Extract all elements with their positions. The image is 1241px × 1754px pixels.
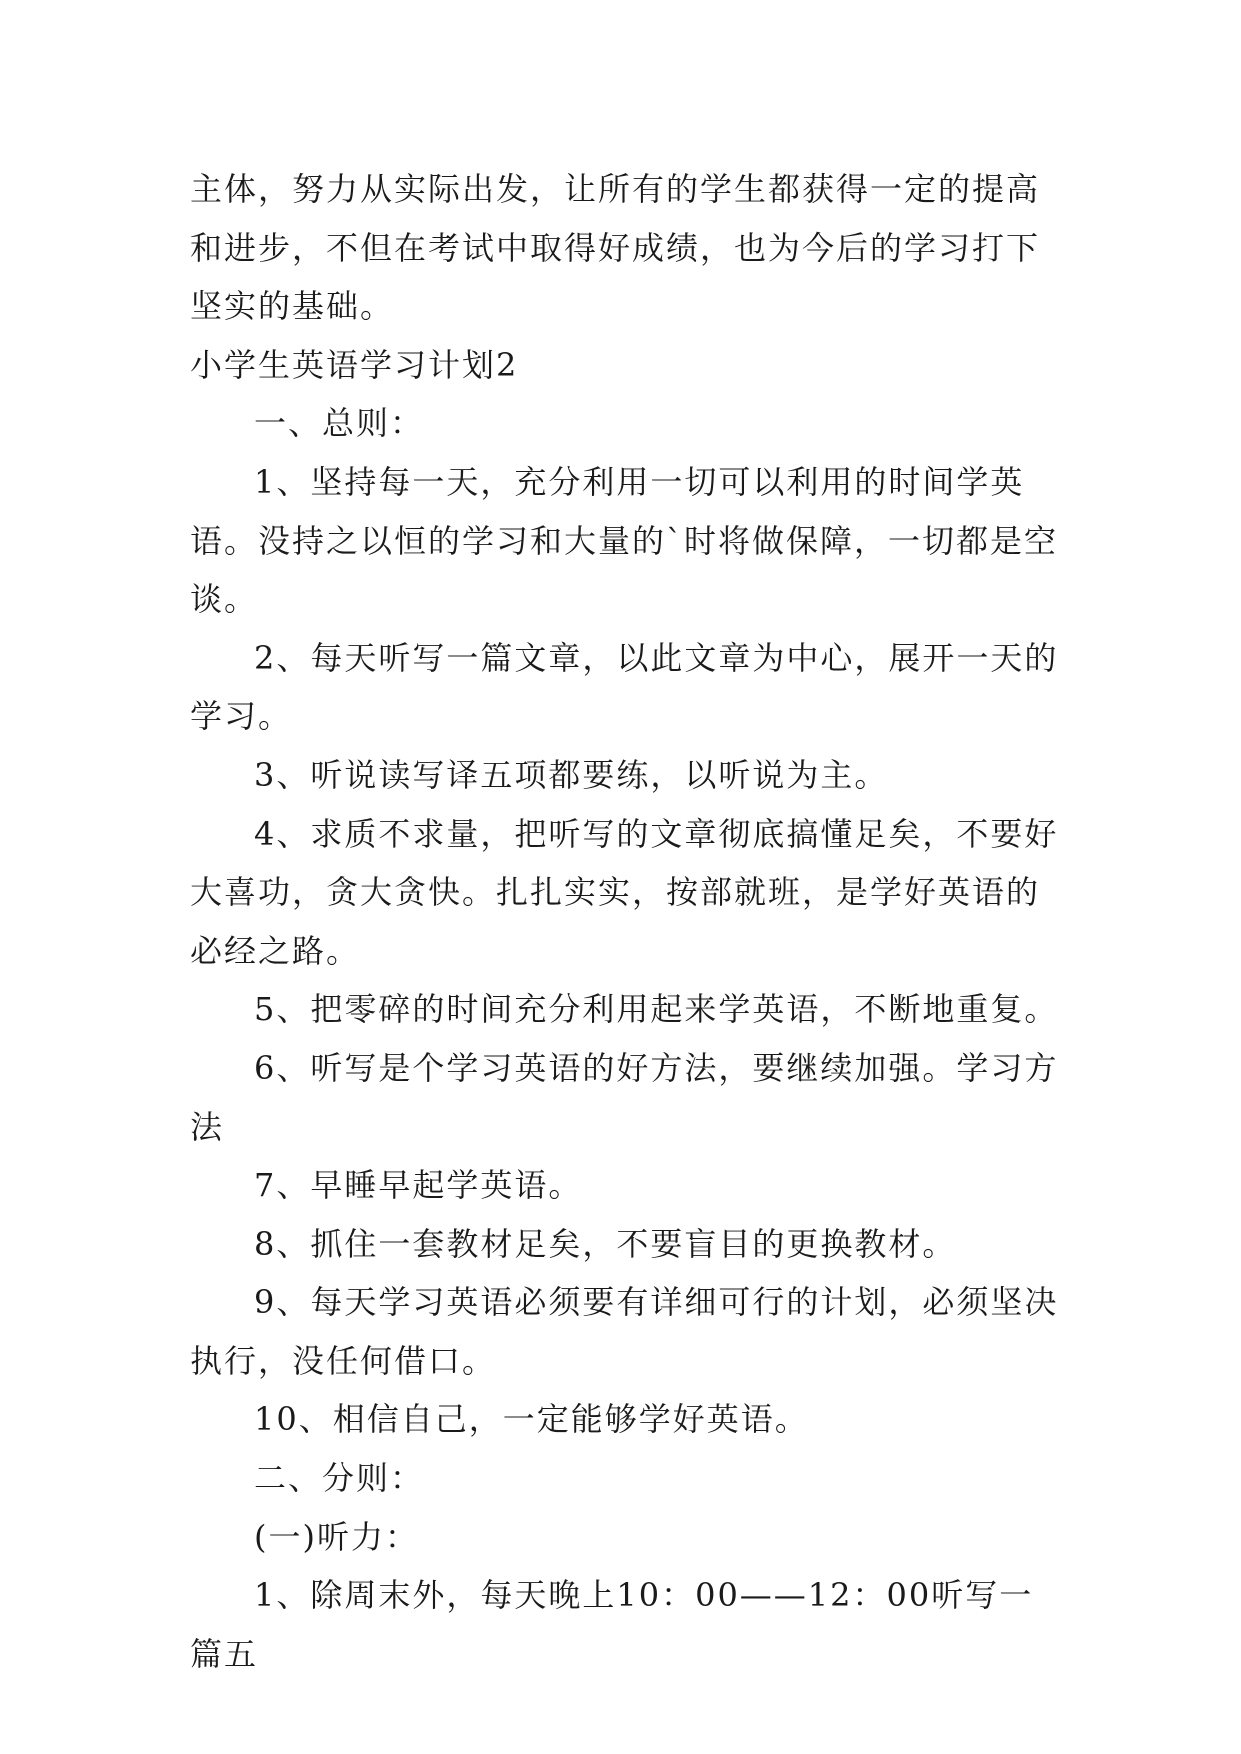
document-body — [190, 160, 1060, 1683]
rule-item-4: 4、求质不求量，把听写的文章彻底搞懂足矣，不要好大喜功，贪大贪快。扎扎实实，按部就班，是学好英语的必经之路。 — [190, 814, 1059, 970]
rule-item-5: 5、把零碎的时间充分利用起来学英语，不断地重复。 — [254, 990, 1059, 1029]
heading-detailed-rules: 二、分则： — [254, 1459, 425, 1498]
rule-item-1: 1、坚持每一天，充分利用一切可以利用的时间学英语。没持之以恒的学习和大量的`时将做保障，一切都是空谈。 — [190, 462, 1059, 619]
paragraph-1: 主体，努力从实际出发，让所有的学生都获得一定的提高和进步，不但在考试中取得好成绩，也为今后的学习打下坚实的基础。 — [190, 170, 1041, 326]
rule-item-9: 9、每天学习英语必须要有详细可行的计划，必须坚决执行，没任何借口。 — [190, 1283, 1059, 1380]
subheading-listening: (一)听力： — [254, 1517, 419, 1556]
section-title: 小学生英语学习计划2 — [190, 345, 519, 384]
listening-item-1: 1、除周末外，每天晚上10：00——12：00听写一篇五 — [190, 1576, 1034, 1673]
rule-item-10: 10、相信自己，一定能够学好英语。 — [254, 1400, 809, 1439]
rule-item-2: 2、每天听写一篇文章，以此文章为中心，展开一天的学习。 — [190, 638, 1059, 736]
heading-general-rules: 一、总则： — [254, 404, 425, 443]
rule-item-8: 8、抓住一套教材足矣，不要盲目的更换教材。 — [254, 1224, 957, 1263]
rule-item-7: 7、早睡早起学英语。 — [254, 1166, 583, 1205]
rule-item-6: 6、听写是个学习英语的好方法，要继续加强。学习方法 — [190, 1048, 1059, 1146]
rule-item-3: 3、听说读写译五项都要练，以听说为主。 — [254, 755, 889, 794]
